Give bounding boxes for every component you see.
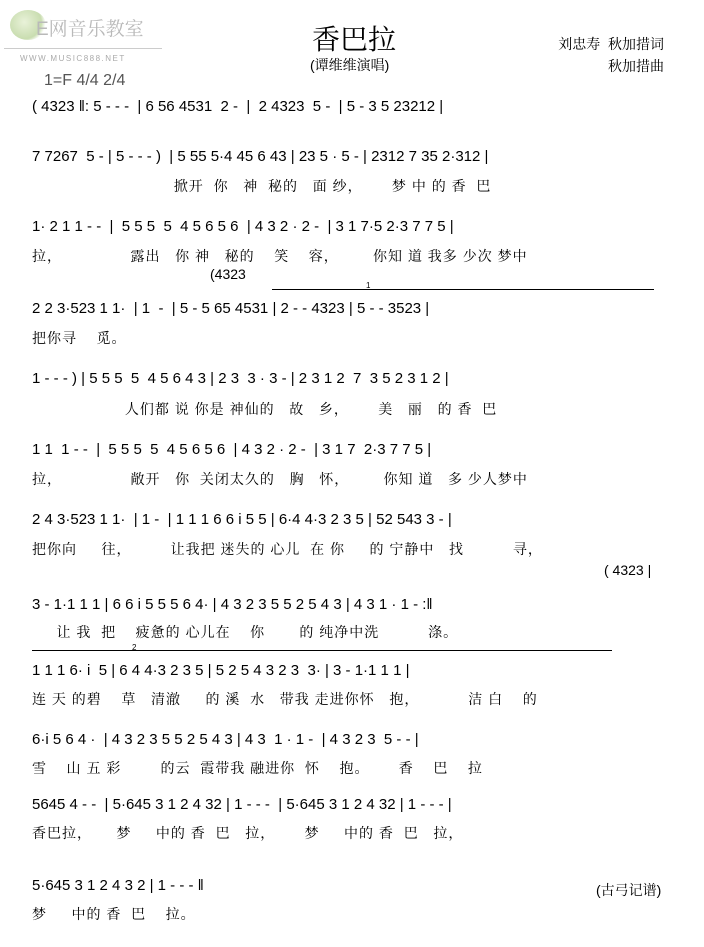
singer: (谭维维演唱) — [310, 57, 390, 73]
watermark-name: E网音乐教室 — [36, 19, 144, 40]
intro-cue: ( 4323 | — [604, 562, 652, 578]
lyrics-row: 梦 中的 香 巴 拉。 — [32, 906, 196, 922]
notation-row: 5645 4 - - | 5·645 3 1 2 4 32 | 1 - - - | 5·645 3 1 2 4 32 | 1 - - - | — [32, 796, 452, 813]
notation-row: 2 2 3·523 1 1· | 1 - | 5 - 5 65 4531 | 2 - - 4323 | 5 - - 3523 | — [32, 300, 430, 317]
notation-row: 1 - - - ) | 5 5 5 5 4 5 6 4 3 | 2 3 3 · 3 - | 2 3 1 2 7 3 5 2 3 1 2 | — [32, 370, 449, 387]
lyrics-row: 让 我 把 疲惫的 心儿在 你 的 纯净中洗 涤。 — [32, 624, 459, 640]
lyrics-row: 拉， 露出 你 神 秘的 笑 容， 你知 道 我多 少次 梦中 — [32, 248, 528, 264]
notation-row: 3 - 1·1 1 1 | 6 6 i 5 5 5 6 4· | 4 3 2 3 5 5 2 5 4 3 | 4 3 1 · 1 - :‖ — [32, 596, 433, 613]
lyrics-row: 掀开 你 神 秘的 面 纱， 梦 中 的 香 巴 — [32, 178, 492, 194]
composer: 秋加措曲 — [608, 58, 664, 74]
notation-row: 7 7267 5 - | 5 - - - ) | 5 55 5·4 45 6 43 | 23 5 · 5 - | 2312 7 35 2·312 | — [32, 148, 489, 165]
lyricist: 刘忠寿 秋加措词 — [558, 36, 664, 52]
lyrics-row: 把你向 往， 让我把 迷失的 心儿 在 你 的 宁静中 找 寻， — [32, 541, 543, 557]
transcriber-credit: (古弓记谱) — [596, 882, 662, 898]
lyrics-row: 雪 山 五 彩 的云 霞带我 融进你 怀 抱。 香 巴 拉 — [32, 760, 483, 776]
notation-row: ( 4323 ‖: 5 - - - | 6 56 4531 2 - | 2 4323 5 - | 5 - 3 5 23212 | — [32, 98, 444, 115]
divider — [4, 48, 162, 49]
notation-row: 5·645 3 1 2 4 3 2 | 1 - - - ‖ — [32, 877, 204, 894]
volta-number: 2 — [132, 643, 137, 652]
notation-row: 1 1 1 - - | 5 5 5 5 4 5 6 5 6 | 4 3 2 · 2 - | 3 1 7 2·3 7 7 5 | — [32, 441, 432, 458]
notation-row: 2 4 3·523 1 1· | 1 - | 1 1 1 6 6 i 5 5 | 6·4 4·3 2 3 5 | 52 543 3 - | — [32, 511, 452, 528]
lyrics-row: 人们都 说 你是 神仙的 故 乡， 美 丽 的 香 巴 — [32, 401, 498, 417]
volta-bracket — [272, 289, 654, 290]
volta-number: 1 — [366, 281, 371, 290]
notation-row: 6·i 5 6 4 · | 4 3 2 3 5 5 2 5 4 3 | 4 3 1 · 1 - | 4 3 2 3 5 - - | — [32, 731, 419, 748]
intro-cue: (4323 — [210, 266, 246, 282]
notation-row: 1· 2 1 1 - - | 5 5 5 5 4 5 6 5 6 | 4 3 2 · 2 - | 3 1 7·5 2·3 7 7 5 | — [32, 218, 454, 235]
lyrics-row: 拉， 敞开 你 关闭太久的 胸 怀， 你知 道 多 少人梦中 — [32, 471, 528, 487]
lyrics-row: 香巴拉， 梦 中的 香 巴 拉， 梦 中的 香 巴 拉， — [32, 825, 464, 841]
volta-bracket — [32, 650, 612, 651]
key-signature: 1=F 4/4 2/4 — [44, 72, 126, 89]
lyrics-row: 连 天 的碧 草 清澈 的 溪 水 带我 走进你怀 抱， 洁 白 的 — [32, 691, 538, 707]
watermark-logo — [4, 4, 162, 70]
watermark-url: WWW.MUSIC888.NET — [20, 54, 126, 63]
song-title: 香巴拉 — [312, 24, 397, 55]
notation-row: 1 1 1 6· i 5 | 6 4 4·3 2 3 5 | 5 2 5 4 3 2 3 3· | 3 - 1·1 1 1 | — [32, 662, 410, 679]
lyrics-row: 把你寻 觅。 — [32, 330, 127, 346]
